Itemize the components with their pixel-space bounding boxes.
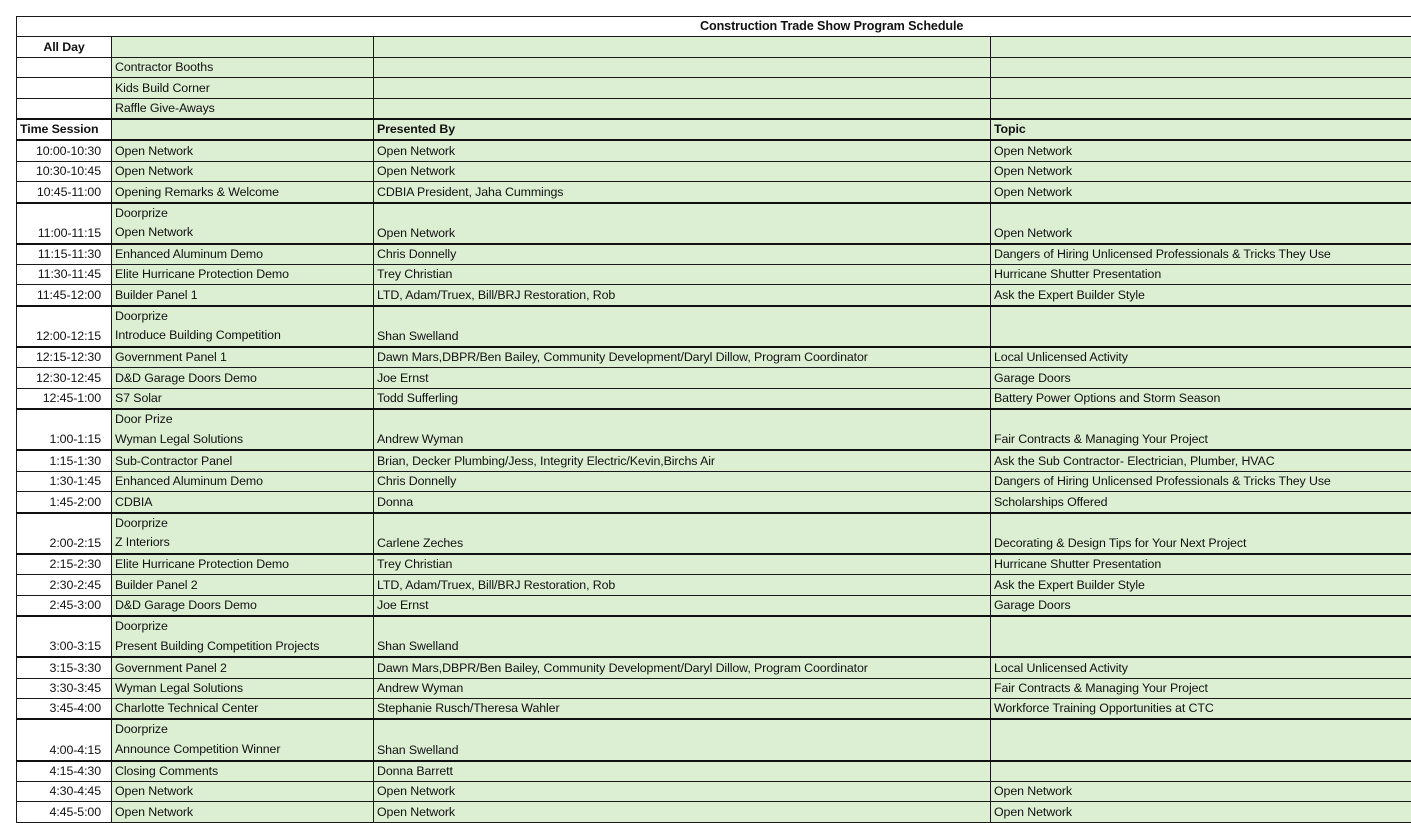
table-row (17, 347, 1411, 368)
all-day-item-row (17, 78, 1411, 98)
table-row (17, 471, 1411, 491)
presenter-cell: Andrew Wyman (374, 678, 991, 698)
time-cell: 3:15-3:30 (17, 657, 112, 678)
time-cell: 1:00-1:15 (17, 409, 112, 450)
presenter-cell: Joe Ernst (374, 368, 991, 388)
empty-cell (374, 37, 991, 57)
time-cell: 12:30-12:45 (17, 368, 112, 388)
empty-cell (112, 37, 374, 57)
table-row (17, 802, 1411, 822)
presenter-cell: Donna Barrett (374, 761, 991, 782)
empty-cell (991, 57, 1411, 77)
time-cell: 3:00-3:15 (17, 616, 112, 657)
table-row (17, 513, 1411, 554)
topic-cell: Hurricane Shutter Presentation (991, 554, 1411, 575)
topic-cell: Ask the Expert Builder Style (991, 285, 1411, 306)
table-row (17, 657, 1411, 678)
time-cell: 1:45-2:00 (17, 492, 112, 513)
session-title: Introduce Building Competition (115, 326, 370, 346)
topic-cell: Workforce Training Opportunities at CTC (991, 698, 1411, 719)
time-cell: 10:00-10:30 (17, 140, 112, 161)
session-cell: D&D Garage Doors Demo (112, 368, 374, 388)
topic-cell (991, 306, 1411, 347)
time-cell: 12:00-12:15 (17, 306, 112, 347)
topic-cell: Open Network (991, 140, 1411, 161)
session-title: Wyman Legal Solutions (115, 430, 370, 450)
presenter-cell: Open Network (374, 203, 991, 244)
time-cell: 3:45-4:00 (17, 698, 112, 719)
topic-cell (991, 719, 1411, 760)
time-cell: 12:45-1:00 (17, 388, 112, 409)
session-cell: D&D Garage Doors Demo (112, 595, 374, 616)
session-cell (112, 513, 374, 554)
all-day-label: All Day (17, 37, 112, 57)
header-presented-by: Presented By (374, 119, 991, 140)
table-row (17, 554, 1411, 575)
presenter-cell: Dawn Mars,DBPR/Ben Bailey, Community Development/Daryl Dillow, Program Coordinator (374, 657, 991, 678)
topic-cell: Ask the Expert Builder Style (991, 575, 1411, 595)
session-cell: Closing Comments (112, 761, 374, 782)
table-row (17, 781, 1411, 801)
session-cell (112, 306, 374, 347)
empty-cell (17, 57, 112, 77)
table-row (17, 388, 1411, 409)
time-cell: 4:15-4:30 (17, 761, 112, 782)
presenter-cell: Shan Swelland (374, 719, 991, 760)
all-day-item: Raffle Give-Aways (112, 98, 374, 119)
all-day-row (17, 37, 1411, 57)
presenter-cell: Dawn Mars,DBPR/Ben Bailey, Community Development/Daryl Dillow, Program Coordinator (374, 347, 991, 368)
presenter-cell: Shan Swelland (374, 306, 991, 347)
time-cell: 4:30-4:45 (17, 781, 112, 801)
table-row (17, 575, 1411, 595)
doorprize-note: Door Prize (115, 410, 370, 430)
empty-cell (374, 57, 991, 77)
all-day-item: Contractor Booths (112, 57, 374, 77)
session-cell: Elite Hurricane Protection Demo (112, 265, 374, 285)
presenter-cell: Open Network (374, 140, 991, 161)
time-cell: 4:00-4:15 (17, 719, 112, 760)
table-row (17, 161, 1411, 181)
session-cell: Enhanced Aluminum Demo (112, 471, 374, 491)
topic-cell: Garage Doors (991, 368, 1411, 388)
topic-cell: Open Network (991, 781, 1411, 801)
doorprize-note: Doorprize (115, 514, 370, 534)
session-cell: Open Network (112, 161, 374, 181)
header-topic: Topic (991, 119, 1411, 140)
time-cell: 2:45-3:00 (17, 595, 112, 616)
empty-cell (17, 98, 112, 119)
empty-cell (17, 78, 112, 98)
session-cell: Wyman Legal Solutions (112, 678, 374, 698)
empty-cell (991, 78, 1411, 98)
time-cell: 1:30-1:45 (17, 471, 112, 491)
table-row (17, 306, 1411, 347)
presenter-cell: Trey Christian (374, 554, 991, 575)
all-day-item: Kids Build Corner (112, 78, 374, 98)
schedule-title: Construction Trade Show Program Schedule (17, 17, 1411, 37)
presenter-cell: Trey Christian (374, 265, 991, 285)
table-row (17, 203, 1411, 244)
topic-cell: Fair Contracts & Managing Your Project (991, 678, 1411, 698)
table-row (17, 761, 1411, 782)
presenter-cell: Shan Swelland (374, 616, 991, 657)
topic-cell: Dangers of Hiring Unlicensed Professionals & Tricks They Use (991, 471, 1411, 491)
presenter-cell: Brian, Decker Plumbing/Jess, Integrity Electric/Kevin,Birchs Air (374, 450, 991, 471)
presenter-cell: Chris Donnelly (374, 244, 991, 265)
presenter-cell: Todd Sufferling (374, 388, 991, 409)
doorprize-note: Doorprize (115, 204, 370, 224)
presenter-cell: Open Network (374, 161, 991, 181)
topic-cell: Hurricane Shutter Presentation (991, 265, 1411, 285)
time-cell: 1:15-1:30 (17, 450, 112, 471)
session-cell: Enhanced Aluminum Demo (112, 244, 374, 265)
presenter-cell: Open Network (374, 802, 991, 822)
session-cell: Open Network (112, 781, 374, 801)
table-row (17, 719, 1411, 760)
presenter-cell: Andrew Wyman (374, 409, 991, 450)
session-cell: Builder Panel 2 (112, 575, 374, 595)
table-row (17, 265, 1411, 285)
title-row (17, 17, 1411, 37)
all-day-item-row (17, 57, 1411, 77)
session-cell: Open Network (112, 802, 374, 822)
time-cell: 11:00-11:15 (17, 203, 112, 244)
presenter-cell: Joe Ernst (374, 595, 991, 616)
session-title: Open Network (115, 223, 370, 243)
presenter-cell: Stephanie Rusch/Theresa Wahler (374, 698, 991, 719)
session-cell (112, 616, 374, 657)
table-row (17, 492, 1411, 513)
topic-cell: Local Unlicensed Activity (991, 657, 1411, 678)
topic-cell: Local Unlicensed Activity (991, 347, 1411, 368)
time-cell: 10:30-10:45 (17, 161, 112, 181)
session-cell (112, 409, 374, 450)
time-cell: 10:45-11:00 (17, 182, 112, 203)
empty-cell (991, 37, 1411, 57)
schedule-table (16, 16, 1411, 823)
table-row (17, 698, 1411, 719)
topic-cell: Decorating & Design Tips for Your Next Project (991, 513, 1411, 554)
table-row (17, 244, 1411, 265)
session-cell: Opening Remarks & Welcome (112, 182, 374, 203)
empty-cell (374, 78, 991, 98)
doorprize-note: Doorprize (115, 617, 370, 637)
header-row (17, 119, 1411, 140)
topic-cell: Ask the Sub Contractor- Electrician, Plumber, HVAC (991, 450, 1411, 471)
session-cell: Government Panel 1 (112, 347, 374, 368)
session-title: Z Interiors (115, 533, 370, 553)
presenter-cell: Chris Donnelly (374, 471, 991, 491)
empty-cell (374, 98, 991, 119)
session-cell (112, 719, 374, 760)
session-cell: Open Network (112, 140, 374, 161)
time-cell: 3:30-3:45 (17, 678, 112, 698)
topic-cell: Open Network (991, 161, 1411, 181)
time-cell: 2:00-2:15 (17, 513, 112, 554)
presenter-cell: LTD, Adam/Truex, Bill/BRJ Restoration, Rob (374, 285, 991, 306)
session-cell: Charlotte Technical Center (112, 698, 374, 719)
session-cell: Elite Hurricane Protection Demo (112, 554, 374, 575)
topic-cell: Open Network (991, 182, 1411, 203)
topic-cell: Open Network (991, 802, 1411, 822)
session-cell (112, 203, 374, 244)
topic-cell: Scholarships Offered (991, 492, 1411, 513)
presenter-cell: Carlene Zeches (374, 513, 991, 554)
table-row (17, 140, 1411, 161)
table-row (17, 616, 1411, 657)
doorprize-note: Doorprize (115, 307, 370, 327)
table-row (17, 368, 1411, 388)
table-row (17, 409, 1411, 450)
topic-cell: Fair Contracts & Managing Your Project (991, 409, 1411, 450)
topic-cell: Open Network (991, 203, 1411, 244)
table-row (17, 595, 1411, 616)
doorprize-note: Doorprize (115, 720, 370, 740)
topic-cell: Garage Doors (991, 595, 1411, 616)
session-title: Announce Competition Winner (115, 740, 370, 760)
time-cell: 2:30-2:45 (17, 575, 112, 595)
table-row (17, 182, 1411, 203)
table-row (17, 285, 1411, 306)
time-cell: 2:15-2:30 (17, 554, 112, 575)
time-cell: 4:45-5:00 (17, 802, 112, 822)
presenter-cell: LTD, Adam/Truex, Bill/BRJ Restoration, Rob (374, 575, 991, 595)
all-day-item-row (17, 98, 1411, 119)
topic-cell (991, 616, 1411, 657)
presenter-cell: Donna (374, 492, 991, 513)
session-cell: Sub-Contractor Panel (112, 450, 374, 471)
table-row (17, 678, 1411, 698)
session-cell: Government Panel 2 (112, 657, 374, 678)
topic-cell: Dangers of Hiring Unlicensed Professionals & Tricks They Use (991, 244, 1411, 265)
topic-cell (991, 761, 1411, 782)
empty-cell (991, 98, 1411, 119)
header-time-session: Time Session (17, 119, 112, 140)
session-title: Present Building Competition Projects (115, 637, 370, 657)
presenter-cell: Open Network (374, 781, 991, 801)
time-cell: 11:15-11:30 (17, 244, 112, 265)
session-cell: Builder Panel 1 (112, 285, 374, 306)
session-cell: CDBIA (112, 492, 374, 513)
time-cell: 12:15-12:30 (17, 347, 112, 368)
header-empty (112, 119, 374, 140)
presenter-cell: CDBIA President, Jaha Cummings (374, 182, 991, 203)
session-cell: S7 Solar (112, 388, 374, 409)
time-cell: 11:45-12:00 (17, 285, 112, 306)
time-cell: 11:30-11:45 (17, 265, 112, 285)
table-row (17, 450, 1411, 471)
topic-cell: Battery Power Options and Storm Season (991, 388, 1411, 409)
schedule-sheet (16, 16, 1411, 823)
